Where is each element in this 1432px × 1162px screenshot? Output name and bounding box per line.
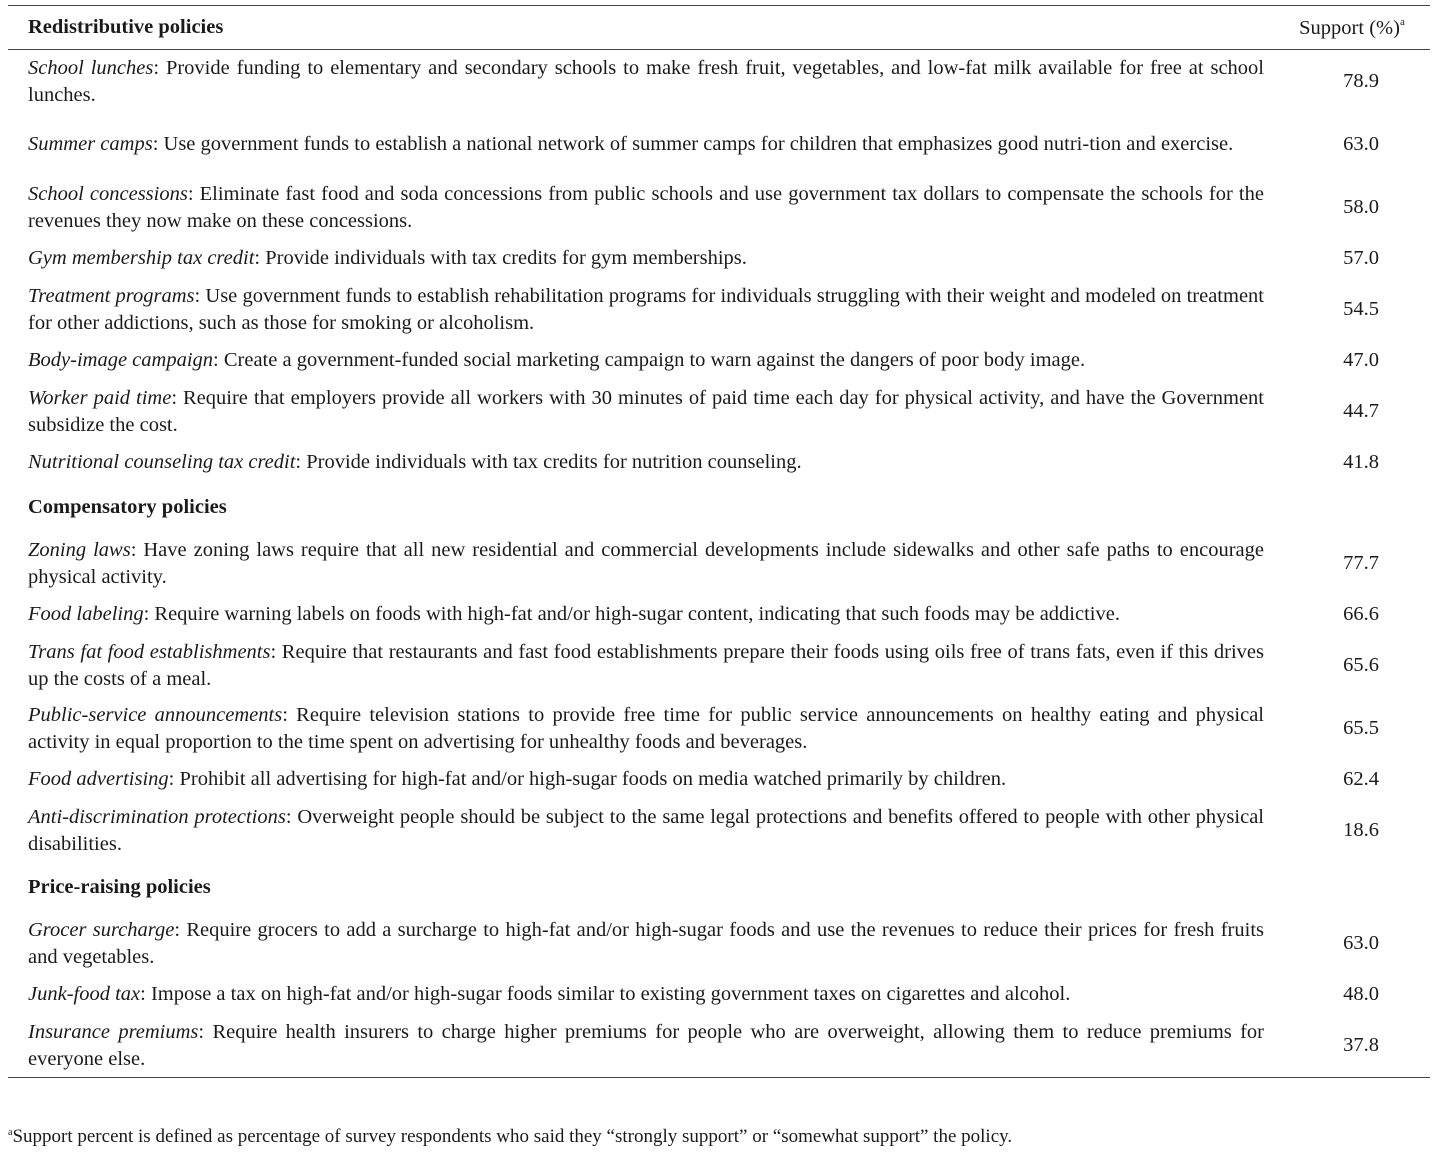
policy-description — [8, 443, 1270, 482]
support-value: 66.6 — [1343, 603, 1379, 625]
table-row — [8, 634, 1430, 697]
table-footnote — [8, 1126, 1012, 1148]
policy-text: : Require warning labels on foods with high-fat and/or high-sugar content, indicating that such foods may be addictive. — [143, 603, 1120, 625]
policy-text: : Provide funding to elementary and secondary schools to make fresh fruit, vegetables, and low-fat milk available for free at school lunches. — [28, 56, 1264, 106]
policy-text: : Use government funds to establish a national network of summer camps for children that emphasizes good nutri-tion and exercise. — [152, 133, 1234, 155]
policy-description — [8, 595, 1270, 634]
policy-support-table — [8, 5, 1430, 1078]
policy-name: Food labeling — [28, 603, 144, 625]
policy-description — [8, 975, 1270, 1014]
section-title-price-raising: Price-raising policies — [28, 875, 211, 898]
support-value: 47.0 — [1343, 349, 1379, 371]
support-value: 63.0 — [1343, 133, 1379, 155]
policy-text: : Create a government-funded social marketing campaign to warn against the dangers of poor body image. — [213, 349, 1086, 371]
table-row — [8, 975, 1430, 1014]
policy-text: : Use government funds to establish rehabilitation programs for individuals struggling with their weight and modeled on treatment for other addictions, such as those for smoking or alcoholism. — [28, 284, 1264, 334]
policy-name: Insurance premiums — [28, 1020, 199, 1043]
policy-description — [8, 113, 1270, 176]
policy-description — [8, 341, 1270, 380]
policy-name: Treatment programs — [28, 284, 195, 307]
policy-description — [8, 634, 1270, 697]
policy-name: Worker paid time — [28, 386, 172, 409]
table-row — [8, 239, 1430, 278]
policy-name: Food advertising — [28, 768, 169, 790]
support-value: 18.6 — [1343, 819, 1379, 841]
footnote-text: Support percent is defined as percentage of survey respondents who said they “strongly support” or “somewhat support” the policy. — [12, 1126, 1013, 1147]
table-row — [8, 595, 1430, 634]
support-value: 44.7 — [1343, 400, 1379, 422]
section-title-compensatory: Compensatory policies — [28, 495, 227, 518]
policy-description — [8, 278, 1270, 341]
support-value: 41.8 — [1343, 451, 1379, 473]
support-value: 62.4 — [1343, 768, 1379, 790]
table-row — [8, 380, 1430, 443]
support-value: 37.8 — [1270, 1014, 1430, 1078]
policy-name: Public-service announcements — [28, 703, 283, 726]
footnote-marker: a — [1399, 15, 1405, 28]
header-redistributive-policies: Redistributive policies — [8, 6, 1270, 50]
policy-name: Junk-food tax — [28, 983, 141, 1005]
policy-description — [8, 176, 1270, 239]
support-value: 57.0 — [1343, 247, 1379, 269]
support-value: 65.5 — [1343, 717, 1379, 739]
support-value: 63.0 — [1343, 932, 1379, 954]
policy-description — [8, 50, 1270, 114]
support-value: 65.6 — [1343, 654, 1379, 676]
table-row — [8, 113, 1430, 176]
table-row — [8, 912, 1430, 975]
table-row — [8, 278, 1430, 341]
policy-description — [8, 697, 1270, 760]
table-header-row — [8, 6, 1430, 50]
policy-text: : Provide individuals with tax credits for gym memberships. — [254, 247, 747, 269]
support-value: 48.0 — [1343, 983, 1379, 1005]
policy-text: : Provide individuals with tax credits for nutrition counseling. — [295, 451, 802, 473]
policy-name: School lunches — [28, 56, 154, 79]
table-row — [8, 532, 1430, 595]
policy-name: Summer camps — [28, 133, 153, 155]
policy-description — [8, 799, 1270, 862]
table-row — [8, 760, 1430, 799]
support-value: 77.7 — [1343, 552, 1379, 574]
policy-description — [8, 532, 1270, 595]
policy-name: School concessions — [28, 182, 188, 205]
table-row — [8, 443, 1430, 482]
table-row — [8, 341, 1430, 380]
footnote-mark: a — [8, 1127, 13, 1138]
policy-text: : Impose a tax on high-fat and/or high-sugar foods similar to existing government taxes on cigarettes and alcohol. — [140, 983, 1071, 1005]
policy-name: Trans fat food establishments — [28, 640, 271, 663]
policy-text: : Have zoning laws require that all new residential and commercial developments include sidewalks and other safe paths to encourage physical activity. — [28, 538, 1264, 588]
table-row — [8, 176, 1430, 239]
header-support-percent — [1270, 6, 1430, 50]
policy-name: Zoning laws — [28, 538, 131, 561]
policy-text: : Require that restaurants and fast food establishments prepare their foods using oils free of trans fats, even if this drives up the costs of a meal. — [28, 640, 1264, 690]
policy-text: : Require that employers provide all workers with 30 minutes of paid time each day for physical activity, and have the Government subsidize the cost. — [28, 386, 1264, 436]
table-row — [8, 1014, 1430, 1078]
policy-description — [8, 380, 1270, 443]
policy-text: : Require grocers to add a surcharge to high-fat and/or high-sugar foods and use the revenues to reduce their prices for fresh fruits and vegetables. — [28, 918, 1264, 968]
policy-text: : Require television stations to provide free time for public service announcements on healthy eating and physical activity in equal proportion to the time spent on advertising for unhealthy foods and beverages. — [28, 703, 1264, 753]
support-header-label: Support (%) — [1299, 16, 1400, 39]
table-row — [8, 50, 1430, 114]
support-value: 78.9 — [1343, 70, 1379, 92]
policy-description — [8, 239, 1270, 278]
support-value: 54.5 — [1343, 298, 1379, 320]
policy-text: : Eliminate fast food and soda concessions from public schools and use government tax dollars to compensate the schools for the revenues they now make on these concessions. — [28, 182, 1264, 232]
policy-description — [8, 1014, 1270, 1078]
policy-text: : Overweight people should be subject to the same legal protections and benefits offered to people with other physical disabilities. — [28, 805, 1264, 855]
policy-name: Body-image campaign — [28, 349, 214, 371]
support-value: 58.0 — [1343, 196, 1379, 218]
table-row — [8, 697, 1430, 760]
policy-name: Gym membership tax credit — [28, 247, 255, 269]
policy-description — [8, 912, 1270, 975]
policy-name: Nutritional counseling tax credit — [28, 451, 296, 473]
table-body — [8, 50, 1430, 1078]
section-heading-row — [8, 862, 1430, 912]
policy-description — [8, 760, 1270, 799]
policy-text: : Prohibit all advertising for high-fat and/or high-sugar foods on media watched primarily by children. — [168, 768, 1007, 790]
section-heading-row — [8, 482, 1430, 532]
policy-name: Anti-discrimination protections — [28, 805, 286, 828]
policy-name: Grocer surcharge — [28, 918, 175, 941]
policy-text: : Require health insurers to charge higher premiums for people who are overweight, allowing them to reduce premiums for everyone else. — [28, 1020, 1264, 1070]
table-row — [8, 799, 1430, 862]
